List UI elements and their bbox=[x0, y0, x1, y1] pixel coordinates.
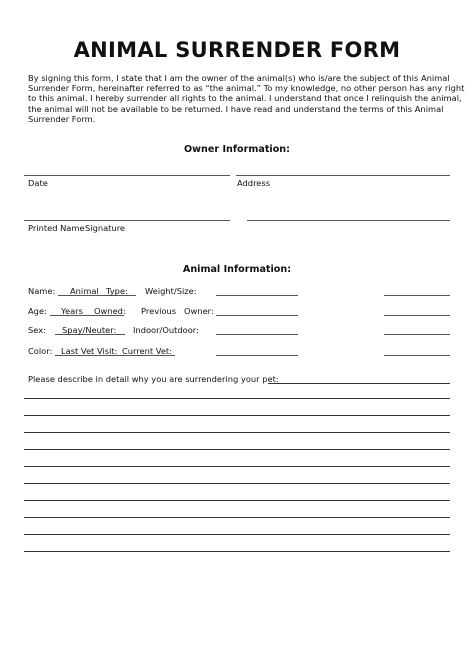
reason-line[interactable] bbox=[24, 449, 450, 450]
reason-line[interactable] bbox=[24, 398, 450, 399]
sex-label: Sex: bbox=[28, 325, 46, 335]
form-title: ANIMAL SURRENDER FORM bbox=[73, 38, 401, 62]
address-field-line[interactable] bbox=[236, 175, 450, 176]
reason-line[interactable] bbox=[24, 517, 450, 518]
previous-owner-line-2[interactable] bbox=[384, 315, 450, 316]
color-label: Color: bbox=[28, 346, 53, 356]
spay-neuter-label: Spay/Neuter: bbox=[62, 325, 117, 335]
signature-label: Signature bbox=[85, 223, 126, 233]
indoor-outdoor-label: Indoor/Outdoor: bbox=[133, 325, 199, 335]
reason-prompt: Please describe in detail why you are surrendering your pet: bbox=[28, 374, 279, 384]
owner-label: Owner: bbox=[184, 306, 214, 316]
address-label: Address bbox=[237, 178, 271, 188]
animal-label: Animal bbox=[70, 286, 99, 296]
current-vet-label: Current Vet: bbox=[122, 346, 172, 356]
weight-size-line-2[interactable] bbox=[384, 295, 450, 296]
owner-information-heading: Owner Information: bbox=[184, 144, 290, 155]
previous-owner-line[interactable] bbox=[216, 315, 298, 316]
reason-line[interactable] bbox=[24, 415, 450, 416]
type-label: Type: bbox=[106, 286, 128, 296]
reason-line[interactable] bbox=[268, 383, 450, 384]
current-vet-line[interactable] bbox=[216, 355, 298, 356]
age-label: Age: bbox=[28, 306, 47, 316]
intro-paragraph bbox=[28, 73, 465, 124]
owned-label: Owned: bbox=[94, 306, 126, 316]
intro-line: Surrender Form. bbox=[28, 113, 96, 124]
current-vet-line-2[interactable] bbox=[384, 355, 450, 356]
indoor-outdoor-line[interactable] bbox=[216, 334, 298, 335]
reason-line[interactable] bbox=[24, 551, 450, 552]
reason-line[interactable] bbox=[24, 534, 450, 535]
animal-information-heading: Animal Information: bbox=[182, 264, 292, 275]
previous-label: Previous bbox=[141, 306, 177, 316]
address-field-line-2[interactable] bbox=[247, 220, 450, 221]
reason-line[interactable] bbox=[24, 466, 450, 467]
name-label: Name: bbox=[28, 286, 56, 296]
last-vet-visit-label: Last Vet Visit: bbox=[61, 346, 118, 356]
printed-name-signature-line[interactable] bbox=[24, 220, 230, 221]
reason-line[interactable] bbox=[24, 500, 450, 501]
intro-line: By signing this form, I state that I am the owner of the animal(s) who is/are the subject of this Animal bbox=[28, 73, 450, 83]
indoor-outdoor-line-2[interactable] bbox=[384, 334, 450, 335]
weight-size-line[interactable] bbox=[216, 295, 298, 296]
intro-line: Surrender Form, hereinafter referred to as “the animal.” To my knowledge, no other person has any right bbox=[28, 83, 465, 94]
years-label: Years bbox=[61, 306, 83, 316]
reason-line[interactable] bbox=[24, 432, 450, 433]
reason-line[interactable] bbox=[24, 483, 450, 484]
intro-line: the animal will not be available to be returned. I have read and understand the terms of this Animal bbox=[28, 103, 444, 114]
weight-size-label: Weight/Size: bbox=[145, 286, 197, 296]
date-field-line[interactable] bbox=[24, 175, 230, 176]
printed-name-label: Printed Name bbox=[28, 223, 85, 233]
date-label: Date bbox=[28, 178, 48, 188]
intro-line: to this animal. I hereby surrender all rights to the animal. I understand that once I relinquish the animal, bbox=[28, 93, 462, 104]
